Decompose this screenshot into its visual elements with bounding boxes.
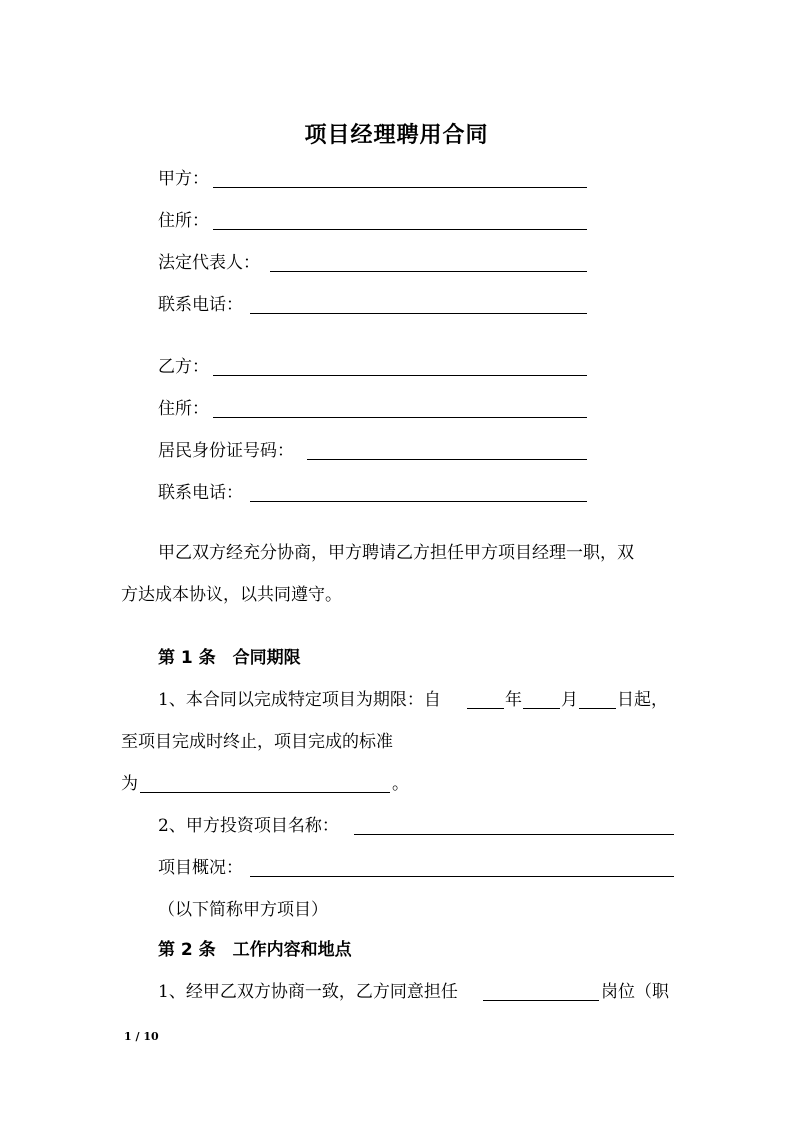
party-b-phone-blank[interactable]	[250, 501, 587, 502]
day-from-label: 日起，	[617, 690, 668, 710]
party-a-address-blank[interactable]	[213, 229, 587, 230]
completion-standard-prefix: 为	[121, 774, 138, 794]
party-b-name-label: 乙方：	[158, 357, 209, 377]
project-overview-label: 项目概况：	[158, 858, 243, 878]
hereinafter-note: （以下简称甲方项目）	[158, 900, 328, 920]
party-a-address-label: 住所：	[158, 211, 209, 231]
party-a-phone-blank[interactable]	[250, 313, 587, 314]
intro-line-1: 甲乙双方经充分协商，甲方聘请乙方担任甲方项目经理一职，双	[158, 543, 634, 563]
article-1-heading: 第 1 条 合同期限	[158, 648, 301, 668]
project-name-blank[interactable]	[354, 834, 674, 835]
party-b-address-label: 住所：	[158, 399, 209, 419]
article-2-clause-1-text: 1、经甲乙双方协商一致，乙方同意担任	[158, 982, 458, 1002]
party-a-name-blank[interactable]	[213, 187, 587, 188]
page-number: 1 / 10	[124, 1030, 159, 1043]
party-a-legal-rep-blank[interactable]	[270, 271, 587, 272]
party-b-id-label: 居民身份证号码：	[158, 441, 294, 461]
start-month-blank[interactable]	[523, 708, 560, 709]
document-title: 项目经理聘用合同	[304, 123, 489, 148]
article-2-heading: 第 2 条 工作内容和地点	[158, 940, 352, 960]
party-a-legal-rep-label: 法定代表人：	[158, 253, 260, 273]
position-blank[interactable]	[483, 1000, 599, 1001]
project-name-label: 2、甲方投资项目名称：	[158, 816, 339, 836]
project-overview-blank[interactable]	[250, 876, 674, 877]
party-a-phone-label: 联系电话：	[158, 295, 243, 315]
article-1-clause-1-line-2: 至项目完成时终止，项目完成的标准	[121, 732, 393, 752]
party-b-phone-label: 联系电话：	[158, 483, 243, 503]
party-b-id-blank[interactable]	[307, 459, 587, 460]
party-b-address-blank[interactable]	[213, 417, 587, 418]
month-label: 月	[561, 690, 578, 710]
article-1-clause-1-text: 1、本合同以完成特定项目为期限：自	[158, 690, 441, 710]
start-year-blank[interactable]	[467, 708, 504, 709]
article-2-clause-1-tail: 岗位（职	[601, 982, 669, 1002]
start-day-blank[interactable]	[579, 708, 616, 709]
party-a-name-label: 甲方：	[158, 169, 209, 189]
completion-standard-period: 。	[392, 774, 409, 794]
year-label: 年	[505, 690, 522, 710]
intro-line-2: 方达成本协议，以共同遵守。	[121, 585, 342, 605]
party-b-name-blank[interactable]	[213, 375, 587, 376]
completion-standard-blank[interactable]	[140, 792, 390, 793]
